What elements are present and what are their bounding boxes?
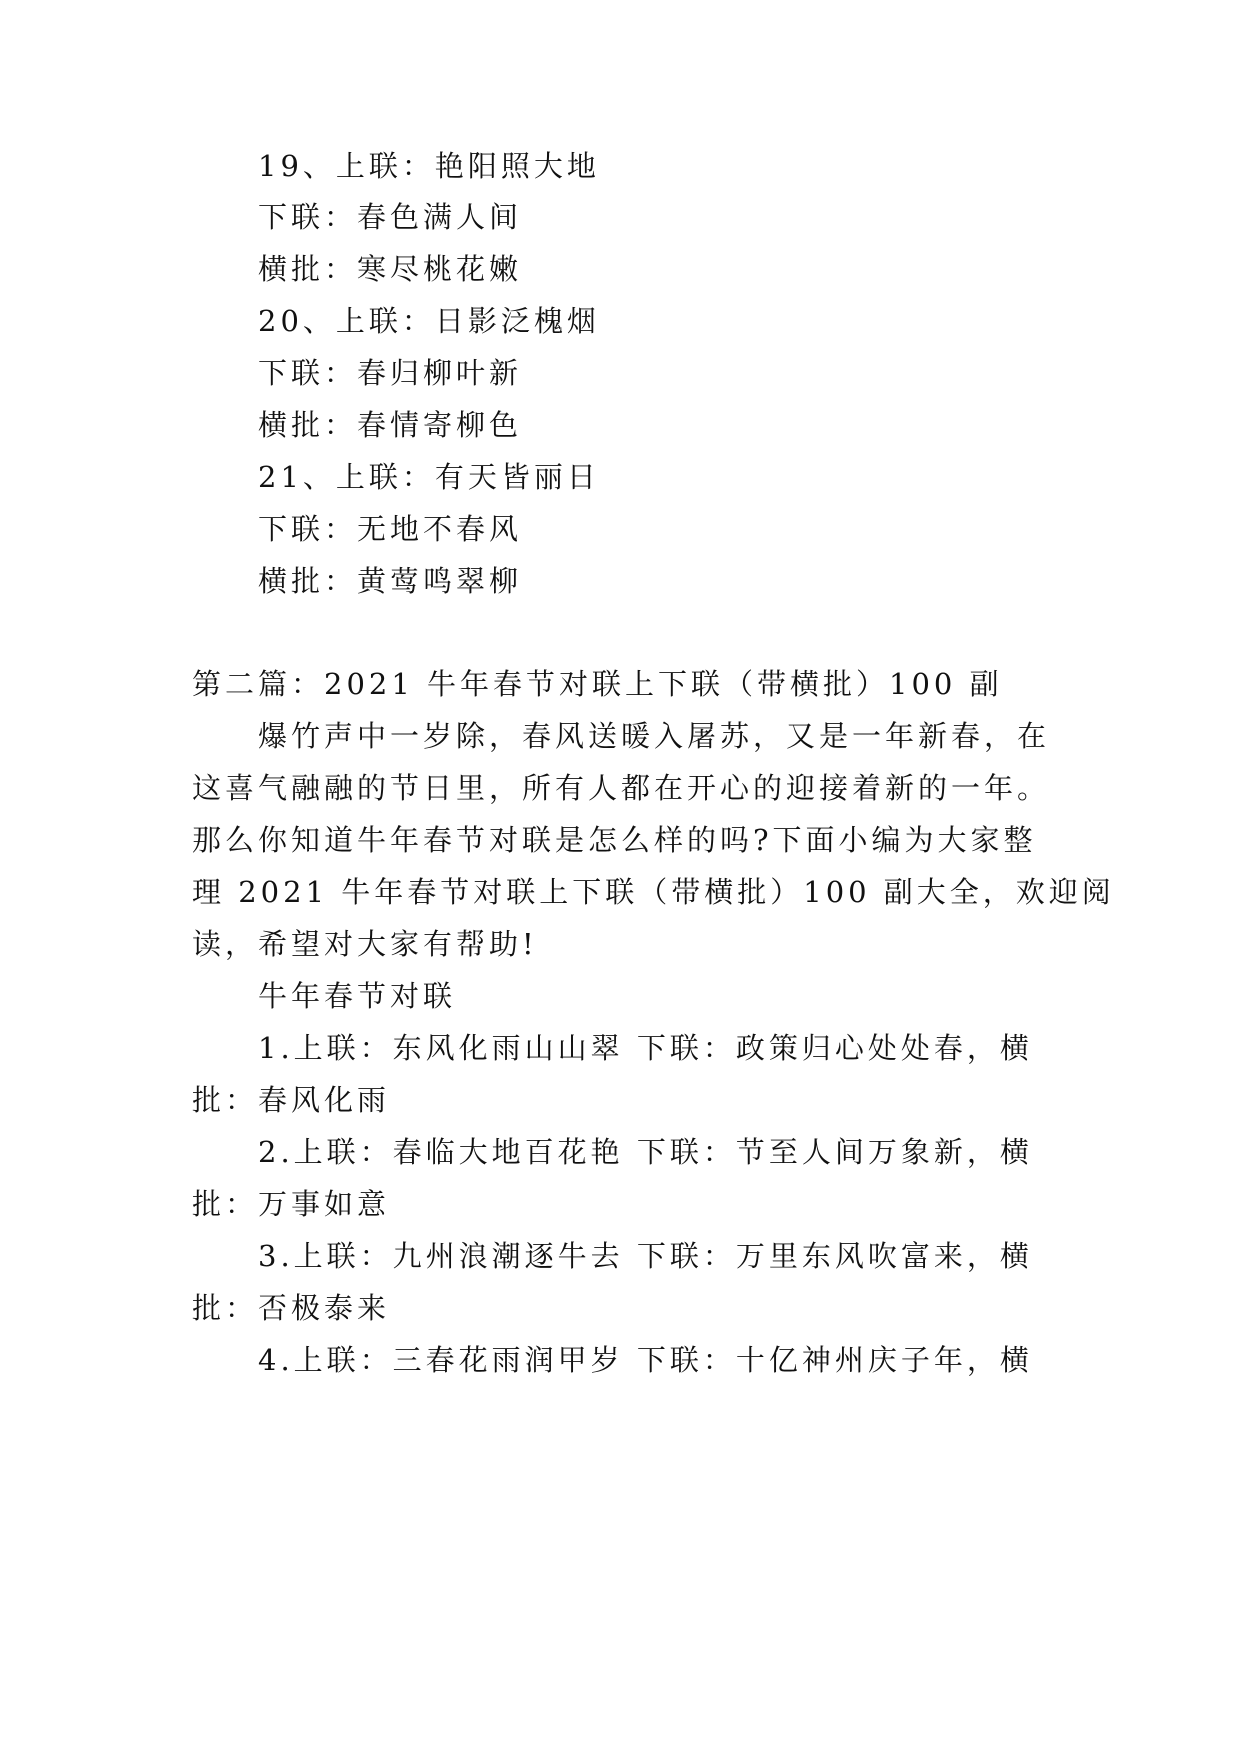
couplet-item-3-horizontal: 批：否极泰来 — [192, 1291, 391, 1325]
couplet-item-1: 1.上联：东风化雨山山翠 下联：政策归心处处春，横 — [258, 1031, 1033, 1065]
couplet-item-3: 3.上联：九州浪潮逐牛去 下联：万里东风吹富来，横 — [258, 1239, 1033, 1273]
intro-line: 理 2021 牛年春节对联上下联（带横批）100 副大全，欢迎阅 — [192, 875, 1115, 909]
couplet-20-upper: 20、上联：日影泛槐烟 — [258, 304, 600, 338]
couplet-item-2-horizontal: 批：万事如意 — [192, 1187, 391, 1221]
intro-line: 那么你知道牛年春节对联是怎么样的吗?下面小编为大家整 — [192, 823, 1037, 857]
couplet-item-4: 4.上联：三春花雨润甲岁 下联：十亿神州庆子年，横 — [258, 1343, 1033, 1377]
intro-line: 读，希望对大家有帮助! — [192, 927, 538, 961]
intro-line: 爆竹声中一岁除，春风送暖入屠苏，又是一年新春，在 — [258, 719, 1051, 753]
couplet-19-upper: 19、上联：艳阳照大地 — [258, 149, 600, 183]
couplet-19-horizontal: 横批：寒尽桃花嫩 — [258, 252, 523, 286]
couplet-20-lower: 下联：春归柳叶新 — [258, 356, 523, 390]
couplet-21-lower: 下联：无地不春风 — [258, 512, 523, 546]
couplet-21-horizontal: 横批：黄莺鸣翠柳 — [258, 564, 523, 598]
couplet-item-2: 2.上联：春临大地百花艳 下联：节至人间万象新，横 — [258, 1135, 1033, 1169]
subheading: 牛年春节对联 — [258, 979, 457, 1013]
intro-line: 这喜气融融的节日里，所有人都在开心的迎接着新的一年。 — [192, 771, 1051, 805]
couplet-20-horizontal: 横批：春情寄柳色 — [258, 408, 523, 442]
couplet-19-lower: 下联：春色满人间 — [258, 200, 523, 234]
couplet-item-1-horizontal: 批：春风化雨 — [192, 1083, 391, 1117]
section-title: 第二篇：2021 牛年春节对联上下联（带横批）100 副 — [192, 667, 1003, 701]
couplet-21-upper: 21、上联：有天皆丽日 — [258, 460, 600, 494]
